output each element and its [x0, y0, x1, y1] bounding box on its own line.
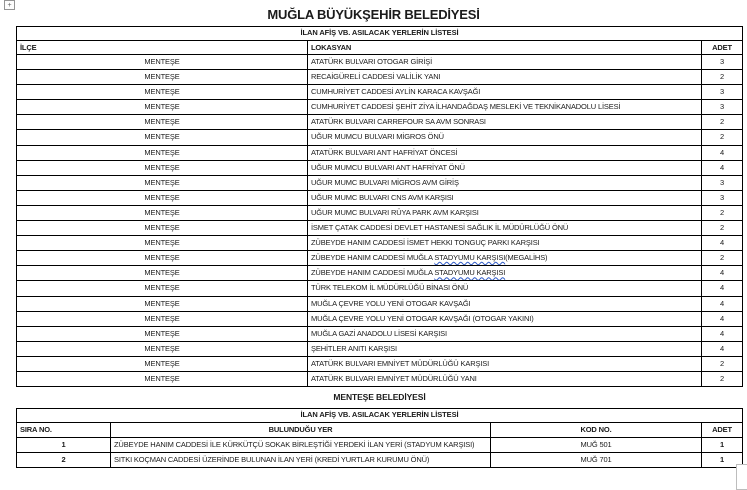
- cell-lokasyon: CUMHURİYET CADDESİ ŞEHİT ZİYA İLHANDAĞDAŞ MESLEKİ VE TEKNİKANADOLU LİSESİ: [308, 100, 702, 114]
- cell-lokasyon: ATATÜRK BULVARI CARREFOUR SA AVM SONRASI: [308, 115, 702, 129]
- cell-ilce: MENTEŞE: [17, 115, 308, 129]
- cell-adet: 2: [719, 117, 725, 127]
- cell-bulundugu-yer: ZÜBEYDE HANIM CADDESİ İLE KÜRKÜTÇÜ SOKAK BİRLEŞTİĞİ YERDEKİ İLAN YERİ (STADYUM KARŞISI): [111, 438, 491, 452]
- cell-adet: 4: [719, 162, 725, 172]
- table-row: [17, 437, 742, 452]
- cell-adet: 3: [719, 57, 725, 66]
- table-row: [17, 311, 742, 326]
- cell-ilce: MENTEŞE: [17, 100, 308, 114]
- cell-adet: 1: [719, 439, 725, 449]
- table2-band-title: İLAN AFİŞ VB. ASILACAK YERLERİN LİSTESİ: [300, 410, 459, 419]
- cell-adet: 2: [719, 207, 725, 217]
- table-row: [17, 175, 742, 190]
- column-header-adet: ADET: [712, 42, 732, 52]
- cell-lokasyon: [308, 266, 702, 280]
- cell-lokasyon: ZÜBEYDE HANIM CADDESİ İSMET HEKKI TONGUÇ PARKI KARŞISI: [308, 236, 702, 250]
- lokasyon-text: (MEGALİHS): [505, 253, 548, 263]
- lokasyon-text: ZÜBEYDE HANIM CADDESİ MUĞLA: [311, 268, 435, 278]
- table-row: [17, 452, 742, 467]
- cell-adet: 2: [719, 253, 725, 263]
- cell-lokasyon: CUMHURİYET CADDESİ AYLİN KARACA KAVŞAĞI: [308, 85, 702, 99]
- cell-adet: 2: [719, 132, 725, 142]
- cell-adet: 4: [719, 313, 725, 323]
- cell-kod-no: MUĞ 501: [491, 438, 702, 452]
- cell-ilce: MENTEŞE: [17, 357, 308, 371]
- table-row: [17, 129, 742, 144]
- table-row: [17, 84, 742, 99]
- cell-ilce: MENTEŞE: [17, 191, 308, 205]
- cell-ilce: MENTEŞE: [17, 146, 308, 160]
- table-row: [17, 341, 742, 356]
- column-header-adet2: ADET: [712, 424, 732, 434]
- table-row: [17, 326, 742, 341]
- table-row: [17, 99, 742, 114]
- cell-adet: 3: [719, 177, 725, 187]
- next-page-corner-box: [736, 464, 747, 490]
- cell-ilce: MENTEŞE: [17, 176, 308, 190]
- cell-ilce: MENTEŞE: [17, 206, 308, 220]
- cell-adet: 4: [719, 238, 725, 248]
- table2-rows: [17, 437, 742, 467]
- cell-lokasyon: ATATÜRK BULVARI ANT HAFRİYAT ÖNCESİ: [308, 146, 702, 160]
- cell-adet: 4: [719, 328, 725, 338]
- cell-ilce: MENTEŞE: [17, 251, 308, 265]
- cell-lokasyon: UĞUR MUMC BULVARI MİGROS AVM GİRİŞ: [308, 176, 702, 190]
- table-row: [17, 220, 742, 235]
- cell-ilce: MENTEŞE: [17, 221, 308, 235]
- cell-adet: 2: [719, 72, 725, 82]
- cell-ilce: MENTEŞE: [17, 312, 308, 326]
- cell-ilce: MENTEŞE: [17, 85, 308, 99]
- cell-lokasyon: MUĞLA GAZİ ANADOLU LİSESİ KARŞISI: [308, 327, 702, 341]
- cell-adet: 2: [719, 373, 725, 383]
- cell-adet: 3: [719, 192, 725, 202]
- page-title: MUĞLA BÜYÜKŞEHİR BELEDİYESİ: [267, 7, 480, 22]
- table-row: [17, 235, 742, 250]
- column-header-sira-no: SIRA NO.: [17, 423, 111, 437]
- table1-band-title: İLAN AFİŞ VB. ASILACAK YERLERİN LİSTESİ: [300, 28, 459, 37]
- cell-ilce: MENTEŞE: [17, 327, 308, 341]
- table-row: [17, 280, 742, 295]
- cell-lokasyon: UĞUR MUMC BULVARI RÜYA PARK AVM KARŞISI: [308, 206, 702, 220]
- cell-adet: 4: [719, 343, 725, 353]
- column-header-kod-no: KOD NO.: [491, 423, 702, 437]
- table-row: [17, 145, 742, 160]
- table2-header-row: [17, 422, 742, 437]
- table2-title: MENTEŞE BELEDİYESİ: [333, 392, 426, 402]
- table-row: [17, 265, 742, 280]
- cell-lokasyon: UĞUR MUMC BULVARI CNS AVM KARŞISI: [308, 191, 702, 205]
- table1-header-row: [17, 40, 742, 55]
- cell-adet: 4: [719, 298, 725, 308]
- cell-adet: 3: [719, 102, 725, 112]
- locations-table-mentese: [16, 408, 743, 468]
- cell-lokasyon: ŞEHİTLER ANITI KARŞISI: [308, 342, 702, 356]
- cell-lokasyon: MUĞLA ÇEVRE YOLU YENİ OTOGAR KAVŞAĞI (OTOGAR YAKINI): [308, 312, 702, 326]
- cell-lokasyon: ATATÜRK BULVARI OTOGAR GİRİŞİ: [308, 55, 702, 69]
- cell-lokasyon: MUĞLA ÇEVRE YOLU YENİ OTOGAR KAVŞAĞI: [308, 297, 702, 311]
- cell-sira-no: 2: [17, 453, 111, 467]
- table-row: [17, 371, 742, 386]
- table-row: [17, 54, 742, 69]
- cell-ilce: MENTEŞE: [17, 342, 308, 356]
- cell-adet: 4: [719, 268, 725, 278]
- cell-lokasyon: ATATÜRK BULVARI EMNİYET MÜDÜRLÜĞÜ KARŞISI: [308, 357, 702, 371]
- spellcheck-wavy-underline: STADYUMU KARŞISI: [434, 268, 506, 278]
- spellcheck-wavy-underline: STADYUMU KARŞISI: [434, 253, 506, 263]
- cell-lokasyon: [308, 251, 702, 265]
- cell-lokasyon: İSMET ÇATAK CADDESİ DEVLET HASTANESİ SAĞLIK İL MÜDÜRLÜĞÜ ÖNÜ: [308, 221, 702, 235]
- cell-ilce: MENTEŞE: [17, 161, 308, 175]
- column-header-ilce: İLÇE: [17, 41, 308, 55]
- table-move-handle-icon[interactable]: +: [4, 0, 15, 10]
- cell-lokasyon: RECAİGÜRELİ CADDESİ VALİLİK YANI: [308, 70, 702, 84]
- column-header-bulundugu-yer: BULUNDUĞU YER: [111, 423, 491, 437]
- cell-ilce: MENTEŞE: [17, 70, 308, 84]
- cell-lokasyon: TÜRK TELEKOM İL MÜDÜRLÜĞÜ BİNASI ÖNÜ: [308, 281, 702, 295]
- cell-lokasyon: UĞUR MUMCU BULVARI ANT HAFRİYAT ÖNÜ: [308, 161, 702, 175]
- cell-ilce: MENTEŞE: [17, 130, 308, 144]
- cell-adet: 1: [719, 454, 725, 464]
- cell-sira-no: 1: [17, 438, 111, 452]
- table-row: [17, 205, 742, 220]
- table-row: [17, 190, 742, 205]
- table-row: [17, 356, 742, 371]
- cell-kod-no: MUĞ 701: [491, 453, 702, 467]
- table-row: [17, 114, 742, 129]
- column-header-lokasyan: LOKASYAN: [308, 41, 702, 55]
- table-row: [17, 296, 742, 311]
- cell-ilce: MENTEŞE: [17, 266, 308, 280]
- cell-lokasyon: ATATÜRK BULVARI EMNİYET MÜDÜRLÜĞÜ YANI: [308, 372, 702, 386]
- lokasyon-text: ZÜBEYDE HANIM CADDESİ MUĞLA: [311, 253, 435, 263]
- table-row: [17, 250, 742, 265]
- cell-ilce: MENTEŞE: [17, 281, 308, 295]
- cell-ilce: MENTEŞE: [17, 372, 308, 386]
- table-row: [17, 160, 742, 175]
- cell-bulundugu-yer: SITKI KOÇMAN CADDESİ ÜZERİNDE BULUNAN İLAN YERİ (KREDİ YURTLAR KURUMU ÖNÜ): [111, 453, 491, 467]
- cell-adet: 4: [719, 147, 725, 157]
- locations-table-mugla: [16, 26, 743, 387]
- table-row: [17, 69, 742, 84]
- cell-ilce: MENTEŞE: [17, 55, 308, 69]
- cell-adet: 4: [719, 283, 725, 293]
- cell-lokasyon: UĞUR MUMCU BULVARI MİGROS ÖNÜ: [308, 130, 702, 144]
- cell-adet: 2: [719, 223, 725, 233]
- table1-rows: [17, 54, 742, 386]
- cell-ilce: MENTEŞE: [17, 297, 308, 311]
- cell-adet: 3: [719, 87, 725, 97]
- cell-ilce: MENTEŞE: [17, 236, 308, 250]
- cell-adet: 2: [719, 358, 725, 368]
